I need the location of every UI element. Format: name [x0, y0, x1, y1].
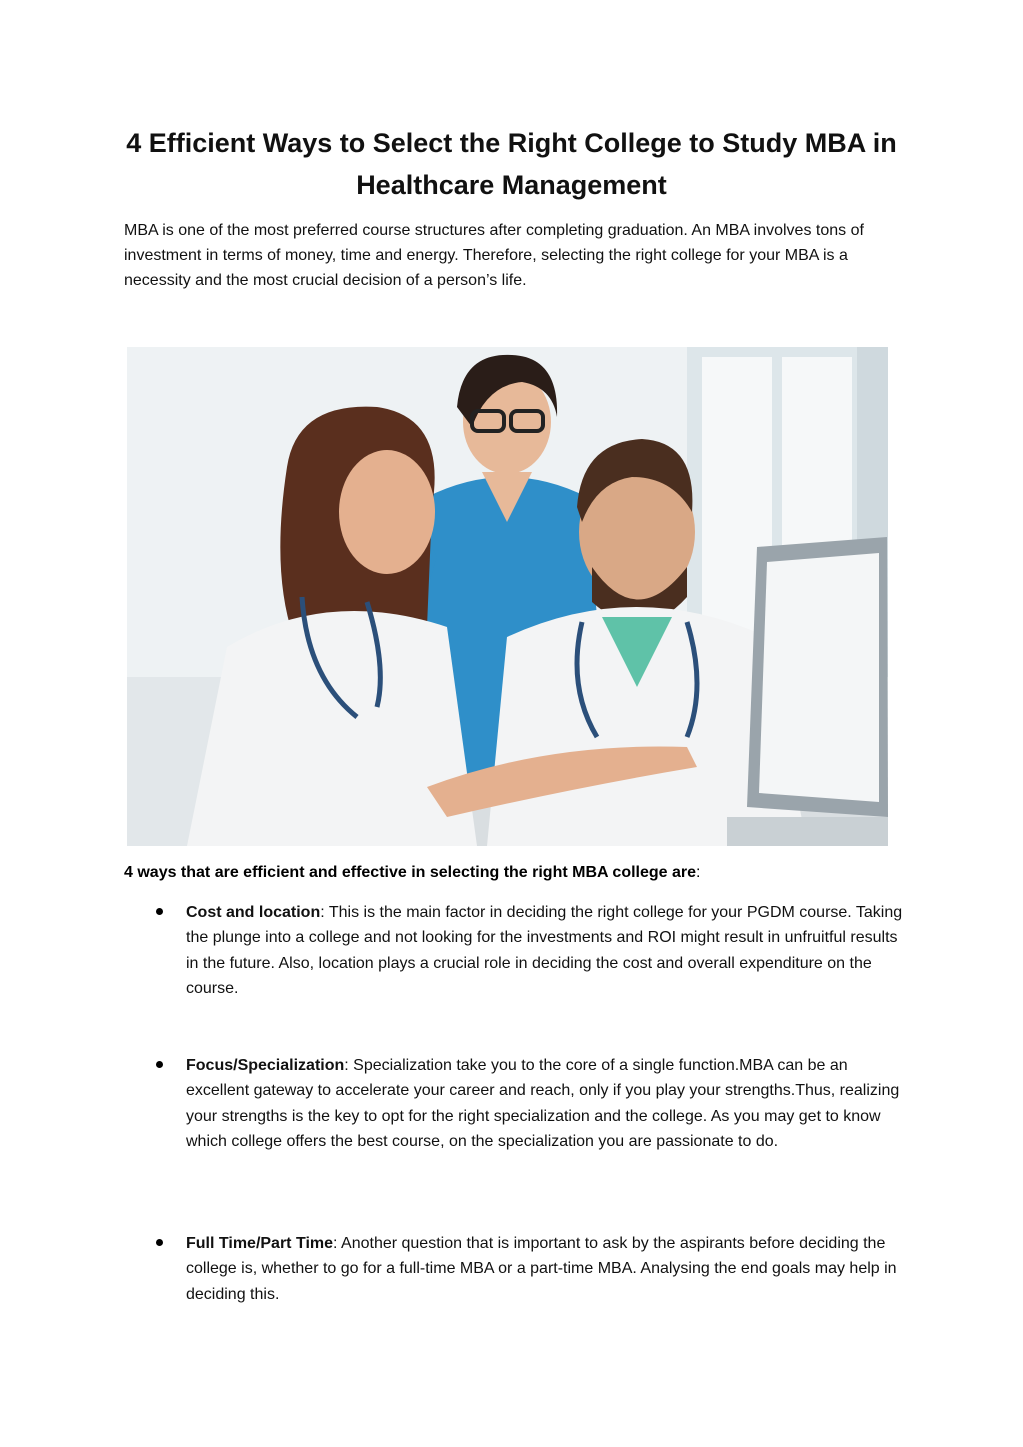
list-item — [186, 1231, 904, 1307]
list-item-text: : This is the main factor in deciding the right college for your PGDM course. Taking the plunge into a college and not looking for the investments and ROI might result in unfruitful results in the future. Also, location plays a crucial role in deciding the cost and overall expenditure on the course. — [186, 904, 903, 997]
list-item-text: : Another question that is important to ask by the aspirants before deciding the college is, whether to go for a full-time MBA or a part-time MBA. Analysing the end goals may help in deciding this. — [186, 1235, 897, 1303]
doctors-photo — [127, 347, 888, 846]
list-item-heading: Focus/Specialization — [186, 1057, 345, 1074]
list-item — [186, 1053, 904, 1154]
list-intro-bold: 4 ways that are efficient and effective in selecting the right MBA college are — [124, 864, 697, 881]
list-item-text: : Specialization take you to the core of a single function.MBA can be an excellent gateway to accelerate your career and reach, only if you play your strengths.Thus, realizing your strengths is the key to opt for the right specialization and the college. As you may get to know which college offers the best course, on the specialization you are passionate to do. — [186, 1057, 900, 1150]
list-item-heading: Cost and location — [186, 904, 321, 921]
bullet-icon — [156, 1231, 166, 1241]
page-title: 4 Efficient Ways to Select the Right College to Study MBA in Healthcare Management — [126, 128, 897, 200]
list-item — [186, 900, 904, 1001]
doctors-illustration — [127, 347, 888, 846]
bullet-icon — [156, 1053, 166, 1063]
list-intro — [124, 862, 904, 884]
bullet-icon — [156, 900, 166, 910]
intro-paragraph: MBA is one of the most preferred course structures after completing graduation. An MBA involves tons of investment in terms of money, time and energy. Therefore, selecting the right college for your MBA is a necessity and the most crucial decision of a person’s life. — [124, 222, 864, 289]
list-item-heading: Full Time/Part Time — [186, 1235, 334, 1252]
list-intro-colon: : — [696, 864, 701, 881]
